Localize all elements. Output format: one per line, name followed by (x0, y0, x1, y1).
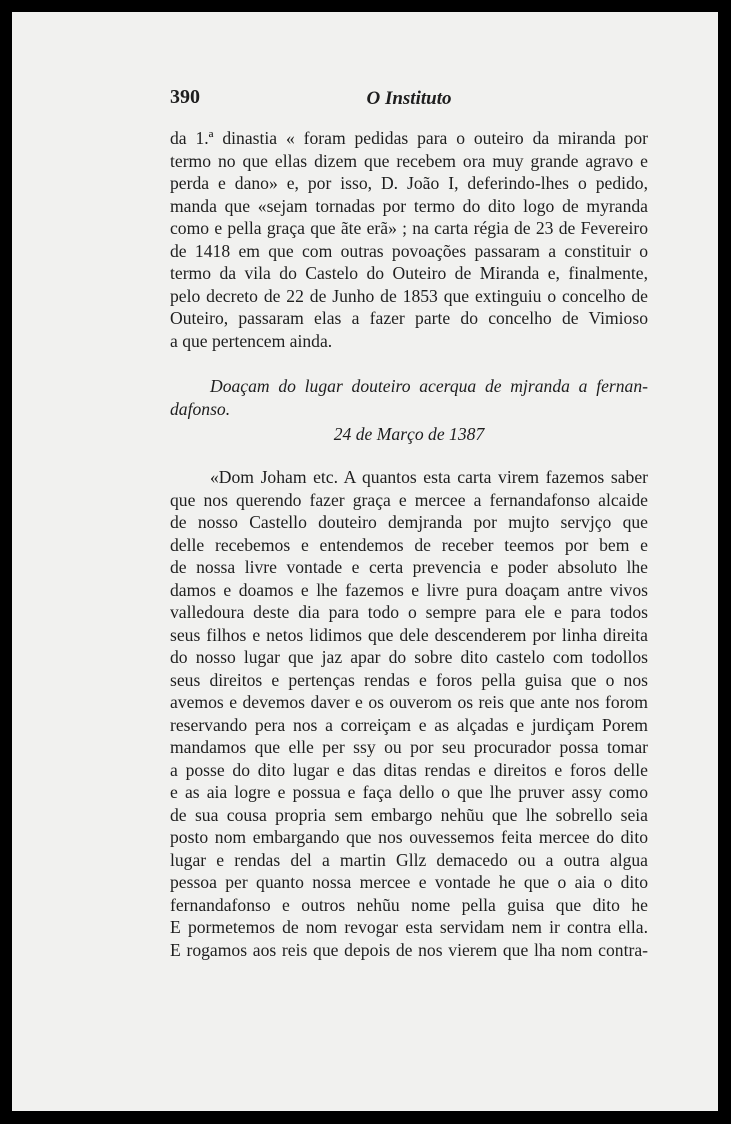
text-line: Outeiro, passaram elas a fazer parte do concelho de Vimioso (170, 308, 648, 328)
text-line: a posse do dito lugar e das ditas rendas e direitos e foros delle (170, 759, 648, 780)
running-title: O Instituto (366, 88, 452, 109)
paragraph-2 (170, 466, 648, 961)
text-line: pessoa per quanto nossa mercee e vontade he que o aia o dito (170, 872, 648, 892)
text-line: perda e dano» e, por isso, D. João I, deferindo-lhes o pedido, (170, 173, 648, 193)
text-line: E pormetemos de nom revogar esta servidam nem ir contra ella. (170, 917, 648, 937)
text-line: do nosso lugar que jaz apar do sobre dito castelo com todollos (170, 647, 648, 667)
text-line: termo da vila do Castelo do Outeiro de Miranda e, finalmente, (170, 263, 648, 283)
text-line: reservando pera nos a correiçam e as alçadas e jurdiçam Porem (170, 714, 648, 735)
text-line: que nos querendo fazer graça e mercee a fernandafonso alcaide (170, 489, 648, 510)
book-page (12, 12, 718, 1111)
text-line: valledoura deste dia para todo o sempre para ele e para todos (170, 602, 648, 622)
text-line: termo no que ellas dizem que recebem ora muy grande agravo e (170, 150, 648, 171)
text-line: de sua cousa propria sem embargo nehũu que lhe sobrello seia (170, 804, 648, 825)
document-heading (170, 375, 648, 446)
text-line: mandamos que elle per ssy ou por seu procurador possa tomar (170, 737, 648, 757)
heading-line: Doaçam do lugar douteiro acerqua de mjranda a fernan- (210, 376, 648, 396)
text-line: de nossa livre vontade e certa prevencia e poder absoluto lhe (170, 557, 648, 577)
text-line: pelo decreto de 22 de Junho de 1853 que extinguiu o concelho de (170, 285, 648, 306)
page-header (170, 86, 648, 116)
page-number: 390 (170, 86, 200, 108)
text-line: de 1418 em que com outras povoações passaram a constituir o (170, 240, 648, 261)
text-line: seus direitos e pertenças rendas e foros pella guisa que o nos (170, 669, 648, 690)
document-date: 24 de Março de 1387 (333, 424, 485, 444)
text-line: e as aia logre e possua e faça dello o que lhe pruver assy como (170, 782, 648, 802)
text-line: «Dom Joham etc. A quantos esta carta virem fazemos saber (210, 467, 648, 487)
text-line: avemos e devemos daver e os ouverom os reis que ante nos forom (170, 692, 648, 712)
text-line: E rogamos aos reis que depois de nos vierem que lha nom contra- (170, 939, 648, 960)
text-line: lugar e rendas del a martin Gllz demacedo ou a outra algua (170, 849, 648, 870)
text-line: fernandafonso e outros nehũu nome pella guisa que dito he (170, 894, 648, 915)
heading-line: dafonso. (170, 398, 231, 419)
text-line: posto nom embargando que nos ouvessemos feita mercee do dito (170, 827, 648, 847)
text-line: a que pertencem ainda. (170, 330, 333, 351)
text-line: damos e doamos e lhe fazemos e livre pura doaçam antre vivos (170, 579, 648, 600)
text-line: seus filhos e netos lidimos que dele descenderem por linha direita (170, 624, 648, 645)
text-line: como e pella graça que ãte erã» ; na carta régia de 23 de Fevereiro (170, 218, 648, 238)
paragraph-1 (170, 127, 648, 352)
text-line: manda que «sejam tornadas por termo do dito logo de myranda (170, 195, 648, 216)
text-line: da 1.ª dinastia « foram pedidas para o outeiro da miranda por (170, 128, 648, 148)
text-line: delle recebemos e entendemos de receber teemos por bem e (170, 534, 648, 555)
text-line: de nosso Castello douteiro demjranda por mujto servjço que (170, 512, 648, 532)
